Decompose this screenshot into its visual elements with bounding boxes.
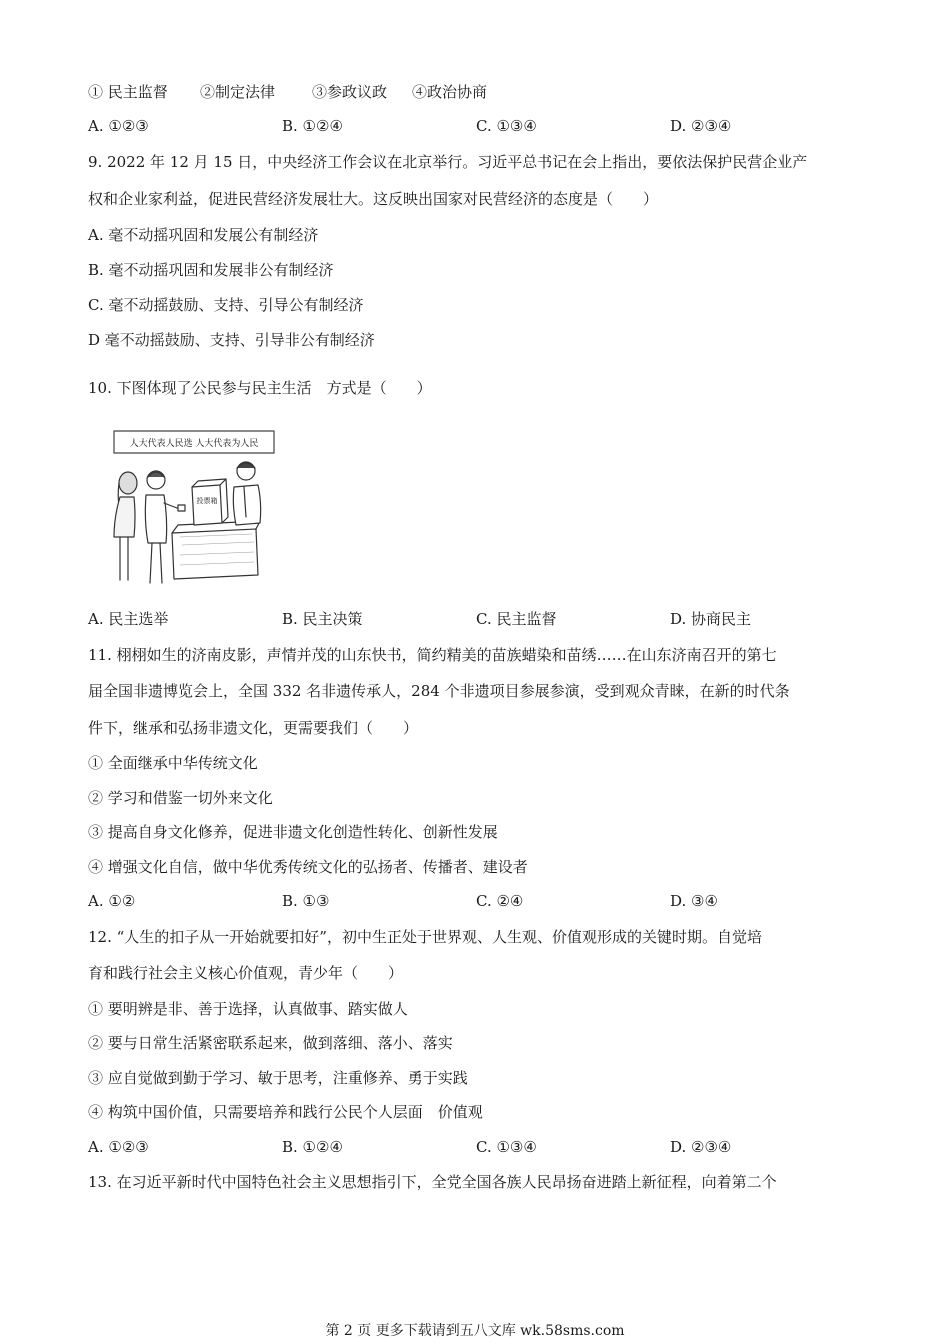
q9-option-d: D 毫不动摇鼓励、支持、引导非公有制经济 (88, 331, 375, 349)
q8-item-2: ②制定法律 (200, 83, 276, 101)
q9-option-a: A. 毫不动摇巩固和发展公有制经济 (88, 226, 319, 244)
q11-option-d: D. ③④ (670, 892, 718, 910)
q8-option-b: B. ①②④ (282, 117, 343, 135)
q12-item-4: ④ 构筑中国价值，只需要培养和践行公民个人层面 价值观 (88, 1103, 483, 1121)
q11-option-c: C. ②④ (476, 892, 524, 910)
q11-item-1: ① 全面继承中华传统文化 (88, 754, 258, 772)
q11-item-3: ③ 提高自身文化修养，促进非遗文化创造性转化、创新性发展 (88, 823, 498, 841)
q12-item-2: ② 要与日常生活紧密联系起来，做到落细、落小、落实 (88, 1034, 453, 1052)
q8-option-c: C. ①③④ (476, 117, 537, 135)
q12-stem-line1: 12. “人生的扣子从一开始就要扣好”，初中生正处于世界观、人生观、价值观形成的关键时期。自觉培 (88, 928, 762, 946)
ballot-box-label: 投票箱 (196, 497, 218, 505)
q11-stem-line3: 件下，继承和弘扬非遗文化，更需要我们（ ） (88, 719, 419, 737)
q9-option-b: B. 毫不动摇巩固和发展非公有制经济 (88, 261, 334, 279)
banner-text: 人大代表人民选 人大代表为人民 (129, 439, 259, 449)
q8-items (88, 82, 868, 102)
q8-option-a: A. ①②③ (88, 117, 149, 135)
q13-stem-line1: 13. 在习近平新时代中国特色社会主义思想指引下，全党全国各族人民昂扬奋进踏上新征程，向着第二个 (88, 1173, 777, 1191)
q11-item-4: ④ 增强文化自信，做中华优秀传统文化的弘扬者、传播者、建设者 (88, 858, 528, 876)
q9-stem-line1: 9. 2022 年 12 月 15 日，中央经济工作会议在北京举行。习近平总书记在会上指出，要依法保护民营企业产 (88, 153, 808, 171)
q12-option-c: C. ①③④ (476, 1138, 537, 1156)
q12-item-1: ① 要明辨是非、善于选择，认真做事、踏实做人 (88, 1000, 408, 1018)
q8-item-4: ④政治协商 (412, 83, 488, 101)
q10-option-d: D. 协商民主 (670, 610, 752, 628)
q10-option-b: B. 民主决策 (282, 610, 363, 628)
q12-option-d: D. ②③④ (670, 1138, 732, 1156)
q9-stem-line2: 权和企业家利益，促进民营经济发展壮大。这反映出国家对民营经济的态度是（ ） (88, 190, 659, 208)
q8-option-d: D. ②③④ (670, 117, 732, 135)
q11-stem-line2: 届全国非遗博览会上，全国 332 名非遗传承人，284 个非遗项目参展参演，受到观众青睐，在新的时代条 (88, 682, 790, 700)
q10-option-a: A. 民主选举 (88, 610, 169, 628)
q8-item-3: ③参政议政 (312, 83, 388, 101)
q11-stem-line1: 11. 栩栩如生的济南皮影，声情并茂的山东快书，简约精美的苗族蜡染和苗绣……在山东济南召开的第七 (88, 646, 777, 664)
q8-options (88, 116, 868, 136)
q12-item-3: ③ 应自觉做到勤于学习、敏于思考，注重修养、勇于实践 (88, 1069, 468, 1087)
page-footer: 第 2 页 更多下载请到五八文库 wk.58sms.com (325, 1323, 625, 1339)
q11-options (88, 891, 868, 911)
q9-option-c: C. 毫不动摇鼓励、支持、引导公有制经济 (88, 296, 364, 314)
q12-stem-line2: 育和践行社会主义核心价值观，青少年（ ） (88, 964, 404, 982)
q12-option-a: A. ①②③ (88, 1138, 149, 1156)
q12-options (88, 1137, 868, 1157)
q10-options (88, 609, 868, 629)
q10-option-c: C. 民主监督 (476, 610, 557, 628)
q8-item-1: ① 民主监督 (88, 83, 168, 101)
q10-stem: 10. 下图体现了公民参与民主生活 方式是（ ） (88, 379, 432, 397)
q12-option-b: B. ①②④ (282, 1138, 343, 1156)
q11-option-b: B. ①③ (282, 892, 330, 910)
q11-option-a: A. ①② (88, 892, 136, 910)
q11-item-2: ② 学习和借鉴一切外来文化 (88, 789, 273, 807)
voting-illustration (108, 425, 280, 590)
